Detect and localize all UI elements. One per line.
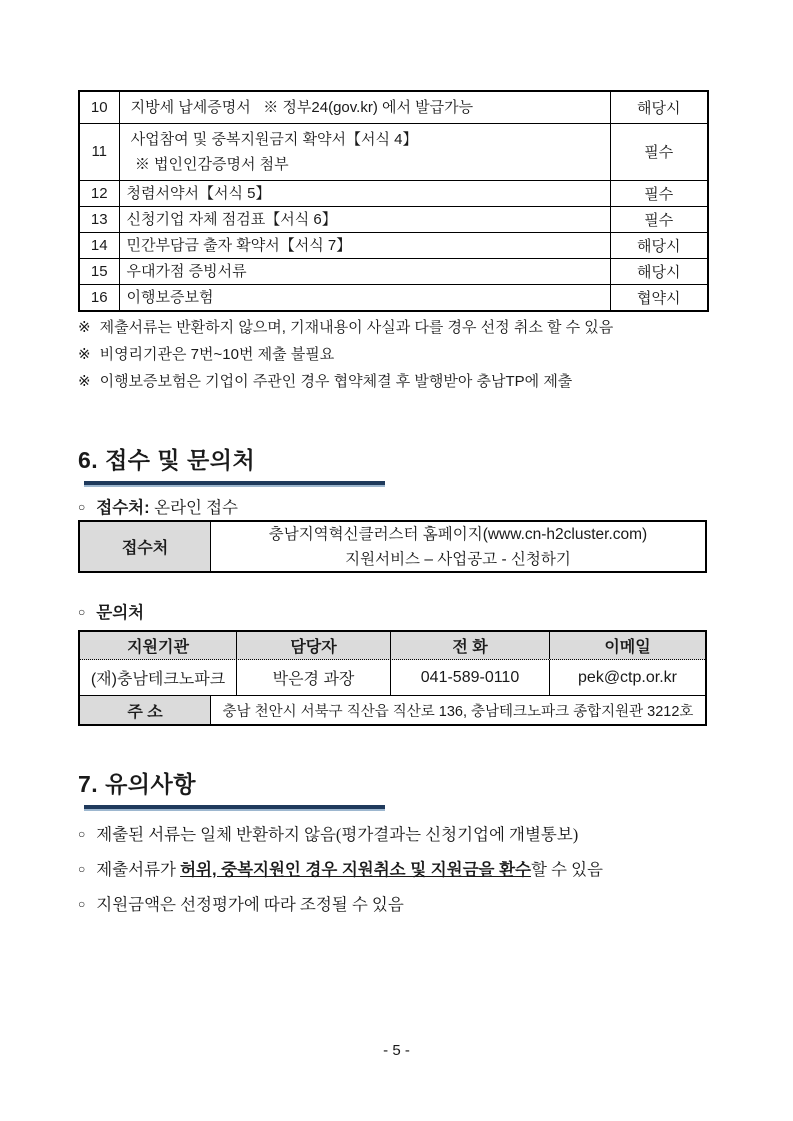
contact-line — [78, 599, 707, 623]
bullet-marker: ○ — [78, 862, 86, 876]
column-header: 담당자 — [236, 632, 390, 659]
contact-label: 문의처 — [96, 604, 145, 622]
doc-number: 10 — [79, 91, 119, 123]
doc-item: 청렴서약서【서식 5】 — [119, 180, 610, 206]
doc-requirement: 해당시 — [610, 232, 708, 258]
doc-requirement: 필수 — [610, 206, 708, 232]
doc-number: 16 — [79, 284, 119, 311]
doc-number: 15 — [79, 258, 119, 284]
contact-address-row — [80, 695, 705, 724]
reception-table-label: 접수처 — [80, 522, 211, 571]
bullet-marker: ○ — [78, 500, 86, 514]
reception-menu-path: 지원서비스 – 사업공고 - 신청하기 — [345, 550, 571, 568]
footnote-text: 제출서류는 반환하지 않으며, 기재내용이 사실과 다를 경우 선정 취소 할 수 있음 — [99, 319, 614, 336]
reception-label: 접수처: — [96, 499, 150, 517]
notice-text: 제출된 서류는 일체 반환하지 않음(평가결과는 신청기업에 개별통보) — [96, 825, 579, 844]
doc-item: 신청기업 자체 점검표【서식 6】 — [119, 206, 610, 232]
contact-table — [78, 630, 707, 726]
reception-website: 충남지역혁신클러스터 홈페이지(www.cn-h2cluster.com) — [268, 525, 648, 543]
section-underline — [84, 481, 385, 487]
address-value: 충남 천안시 서북구 직산읍 직산로 136, 충남테크노파크 종합지원관 3212호 — [222, 703, 694, 720]
doc-item-line2: ※ 법인인감증명서 첨부 — [126, 155, 289, 173]
table-row — [79, 232, 708, 258]
footnote-text: 이행보증보험은 기업이 주관인 경우 협약체결 후 발행받아 충남TP에 제출 — [99, 373, 573, 390]
doc-number: 14 — [79, 232, 119, 258]
table-row — [79, 206, 708, 232]
notice-item — [78, 823, 707, 846]
section-underline — [84, 805, 385, 811]
doc-requirement: 해당시 — [610, 258, 708, 284]
notice-list — [78, 823, 707, 928]
doc-number: 11 — [79, 123, 119, 180]
notice-item — [78, 893, 707, 916]
table-row — [79, 258, 708, 284]
doc-item — [119, 123, 610, 180]
column-header: 이메일 — [549, 632, 705, 659]
column-header: 지원기관 — [127, 639, 189, 656]
reception-table — [78, 520, 707, 573]
doc-item: 이행보증보험 — [119, 284, 610, 311]
reception-table-value — [211, 522, 705, 571]
notice-text-emphasis: 허위, 중복지원인 경우 지원취소 및 지원금을 환수 — [180, 861, 531, 879]
section-title: 7. 유의사항 — [78, 771, 196, 797]
doc-item: 우대가점 증빙서류 — [119, 258, 610, 284]
address-label: 주 소 — [80, 696, 211, 724]
contact-org: (재)충남테크노파크 — [90, 671, 226, 688]
doc-item-line1: 사업참여 및 중복지원금지 확약서【서식 4】 — [126, 130, 418, 148]
doc-requirement: 필수 — [610, 123, 708, 180]
footnote — [78, 314, 707, 341]
table-row — [79, 91, 708, 123]
bullet-marker: ○ — [78, 827, 86, 841]
documents-table — [78, 90, 709, 312]
doc-item: 지방세 납세증명서 ※ 정부24(gov.kr) 에서 발급가능 — [119, 91, 610, 123]
table-footnotes — [78, 314, 707, 395]
reference-mark: ※ — [78, 346, 91, 363]
contact-person: 박은경 과장 — [236, 660, 390, 695]
contact-phone: 041-589-0110 — [390, 660, 549, 695]
reception-line — [78, 494, 707, 518]
doc-requirement: 해당시 — [610, 91, 708, 123]
doc-requirement: 협약시 — [610, 284, 708, 311]
reference-mark: ※ — [78, 319, 91, 336]
table-row — [79, 123, 708, 180]
footnote-text: 비영리기관은 7번~10번 제출 불필요 — [99, 346, 335, 363]
section-6 — [78, 442, 707, 487]
doc-requirement: 필수 — [610, 180, 708, 206]
contact-table-header — [80, 632, 705, 660]
footnote — [78, 368, 707, 395]
table-row — [79, 284, 708, 311]
notice-text: 지원금액은 선정평가에 따라 조정될 수 있음 — [96, 895, 404, 914]
doc-number: 13 — [79, 206, 119, 232]
table-row — [79, 180, 708, 206]
section-title: 6. 접수 및 문의처 — [78, 447, 256, 473]
contact-table-row — [80, 660, 705, 695]
reference-mark: ※ — [78, 373, 91, 390]
notice-text-suffix: 할 수 있음 — [530, 860, 603, 879]
reception-value: 온라인 접수 — [154, 498, 238, 517]
column-header: 전 화 — [390, 632, 549, 659]
page-number: - 5 - — [383, 1042, 410, 1059]
notice-text-prefix: 제출서류가 — [96, 860, 181, 879]
notice-item — [78, 858, 707, 881]
section-7 — [78, 766, 707, 811]
bullet-marker: ○ — [78, 605, 86, 619]
contact-email: pek@ctp.or.kr — [549, 660, 705, 695]
doc-number: 12 — [79, 180, 119, 206]
footnote — [78, 341, 707, 368]
doc-item: 민간부담금 출자 확약서【서식 7】 — [119, 232, 610, 258]
bullet-marker: ○ — [78, 897, 86, 911]
